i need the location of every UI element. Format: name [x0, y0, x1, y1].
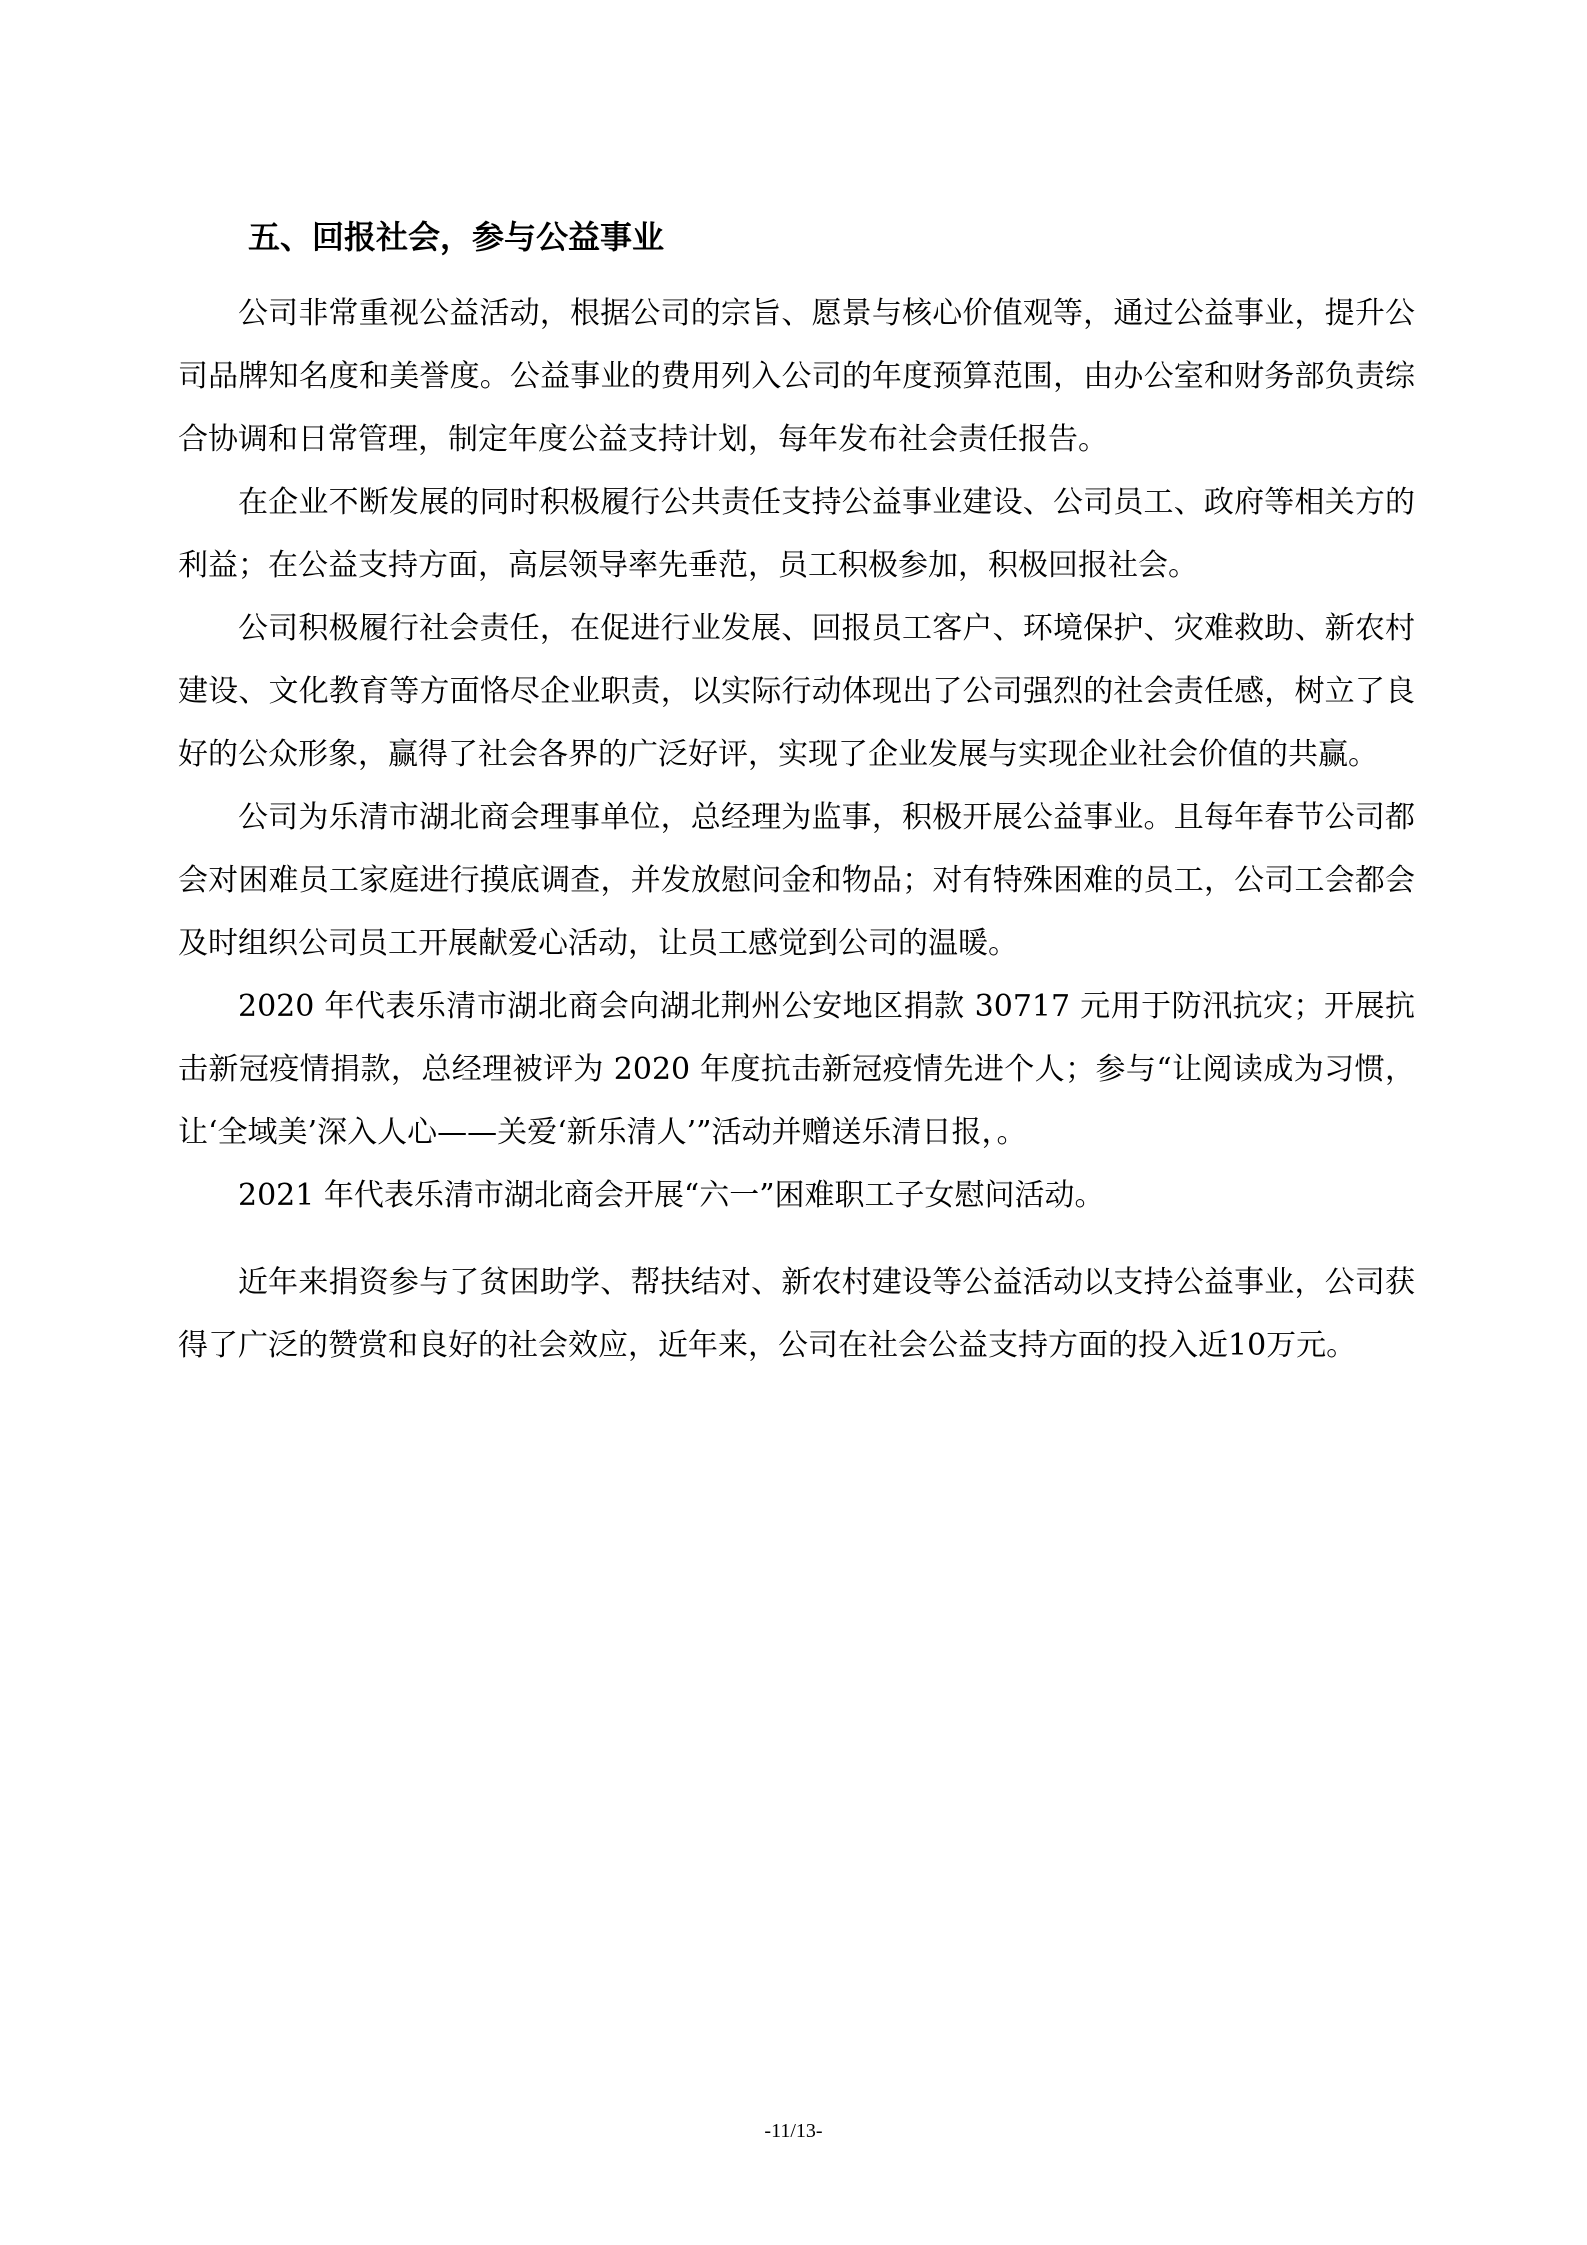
paragraph-social-responsibility: 公司积极履行社会责任，在促进行业发展、回报员工客户、环境保护、灾难救助、新农村建设、文化教育等方面恪尽企业职责，以实际行动体现出了公司强烈的社会责任感，树立了良好的公众形象，赢得了社会各界的广泛好评，实现了企业发展与实现企业社会价值的共赢。	[178, 611, 1415, 772]
body-text	[178, 282, 1415, 1377]
paragraph-2020-donations: 2020 年代表乐清市湖北商会向湖北荆州公安地区捐款 30717 元用于防汛抗灾；开展抗击新冠疫情捐款，总经理被评为 2020 年度抗击新冠疫情先进个人；参与“让阅读成为习惯，让‘全域美’深入人心——关爱‘新乐清人’”活动并赠送乐清日报，。	[178, 989, 1415, 1150]
page-number: -11/13-	[764, 2120, 823, 2142]
paragraph-2021-activity: 2021 年代表乐清市湖北商会开展“六一”困难职工子女慰问活动。	[238, 1178, 1105, 1213]
paragraph-public-welfare-policy: 公司非常重视公益活动，根据公司的宗旨、愿景与核心价值观等，通过公益事业，提升公司品牌知名度和美誉度。公益事业的费用列入公司的年度预算范围，由办公室和财务部负责综合协调和日常管理，制定年度公益支持计划，每年发布社会责任报告。	[178, 296, 1415, 457]
paragraph-stakeholder-interests: 在企业不断发展的同时积极履行公共责任支持公益事业建设、公司员工、政府等相关方的利益；在公益支持方面，高层领导率先垂范，员工积极参加，积极回报社会。	[178, 485, 1415, 583]
paragraph-chamber-membership: 公司为乐清市湖北商会理事单位，总经理为监事，积极开展公益事业。且每年春节公司都会对困难员工家庭进行摸底调查，并发放慰问金和物品；对有特殊困难的员工，公司工会都会及时组织公司员工开展献爱心活动，让员工感觉到公司的温暖。	[178, 800, 1415, 961]
section-heading: 五、回报社会，参与公益事业	[248, 218, 665, 256]
paragraph-recent-investment: 近年来捐资参与了贫困助学、帮扶结对、新农村建设等公益活动以支持公益事业，公司获得了广泛的赞赏和良好的社会效应，近年来，公司在社会公益支持方面的投入近10万元。	[178, 1265, 1415, 1363]
